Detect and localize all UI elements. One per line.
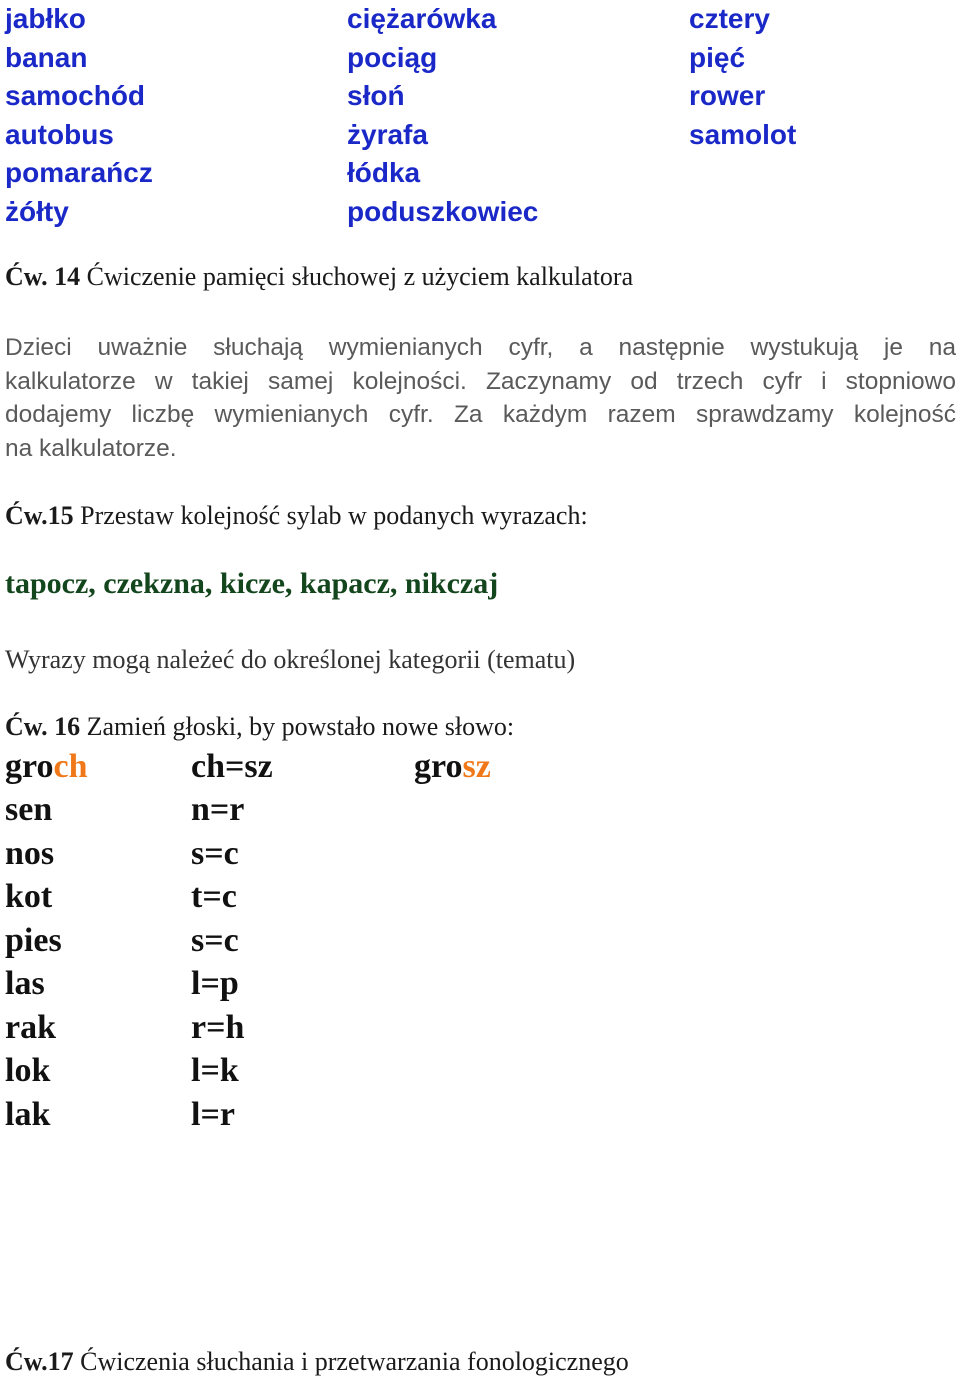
ex16-rule: l=p — [191, 965, 239, 1002]
ex14-title: Ćwiczenie pamięci słuchowej z użyciem kalkulatora — [86, 262, 634, 291]
ex15-label: Ćw.15 — [5, 501, 74, 530]
word-item: pomarańcz — [5, 157, 153, 189]
ex15-title: Przestaw kolejność sylab w podanych wyrazach: — [80, 501, 588, 530]
word-item: cztery — [689, 3, 770, 34]
word-item: jabłko — [5, 3, 86, 34]
highlighted-letters: sz — [462, 748, 491, 785]
ex16-word: lok — [5, 1052, 51, 1089]
ex17-label: Ćw.17 — [5, 1347, 74, 1376]
result-stem: gro — [414, 748, 463, 785]
word-item: poduszkowiec — [347, 195, 539, 227]
ex16-title: Zamień głoski, by powstało nowe słowo: — [86, 712, 515, 741]
ex14-paragraph — [5, 331, 956, 465]
word-column-1 — [5, 0, 153, 232]
ex16-example-result — [414, 748, 491, 786]
word-item: rower — [689, 80, 766, 112]
word-column-3 — [689, 0, 796, 154]
ex16-example-word — [5, 748, 87, 786]
ex16-rule: r=h — [191, 1009, 245, 1046]
ex16-word: las — [5, 965, 45, 1002]
ex16-rule: s=c — [191, 922, 239, 959]
ex16-word: nos — [5, 835, 55, 872]
word-item: samolot — [689, 118, 797, 150]
ex15-scrambled-words: tapocz, czekzna, kicze, kapacz, nikczaj — [5, 567, 499, 600]
ex14-line: Dzieci uważnie słuchają wymienianych cyfr, a następnie wystukują je na — [5, 334, 956, 361]
ex16-label: Ćw. 16 — [5, 712, 81, 741]
ex16-rule: l=r — [191, 1096, 235, 1133]
word-item: pociąg — [347, 41, 438, 73]
ex16-word: lak — [5, 1096, 51, 1133]
ex14-line: dodajemy liczbę wymienianych cyfr. Za każdym razem sprawdzamy kolejność — [5, 401, 956, 428]
ex17-heading — [5, 1347, 629, 1377]
word-item: łódka — [347, 157, 421, 189]
word-item: żyrafa — [347, 118, 428, 150]
ex16-rule: t=c — [191, 878, 237, 915]
ex14-label: Ćw. 14 — [5, 262, 81, 291]
ex14-line: na kalkulatorze. — [5, 434, 177, 462]
word-item: pięć — [689, 41, 746, 73]
ex16-word: pies — [5, 922, 62, 959]
ex16-word: kot — [5, 878, 53, 915]
ex15-note: Wyrazy mogą należeć do określonej kategorii (tematu) — [5, 645, 576, 674]
word-item: samochód — [5, 80, 146, 112]
ex16-rule: n=r — [191, 791, 245, 828]
ex15-heading — [5, 501, 588, 531]
word-item: żółty — [5, 195, 69, 227]
ex16-rule: l=k — [191, 1052, 239, 1089]
word-stem: gro — [5, 748, 54, 785]
word-item: słoń — [347, 80, 405, 112]
ex16-rule: s=c — [191, 835, 239, 872]
ex16-word: rak — [5, 1009, 56, 1046]
word-item: autobus — [5, 118, 114, 150]
ex16-heading — [5, 712, 514, 742]
ex17-title: Ćwiczenia słuchania i przetwarzania fonologicznego — [80, 1347, 629, 1376]
ex16-example-rule: ch=sz — [191, 748, 273, 785]
word-item: ciężarówka — [347, 3, 497, 34]
ex16-word: sen — [5, 791, 53, 828]
word-item: banan — [5, 41, 88, 73]
ex14-heading — [5, 262, 633, 292]
word-column-2 — [347, 0, 538, 232]
highlighted-letters: ch — [53, 748, 88, 785]
ex14-line: kalkulatorze w takiej samej kolejności. Zaczynamy od trzech cyfr i stopniowo — [5, 367, 956, 395]
